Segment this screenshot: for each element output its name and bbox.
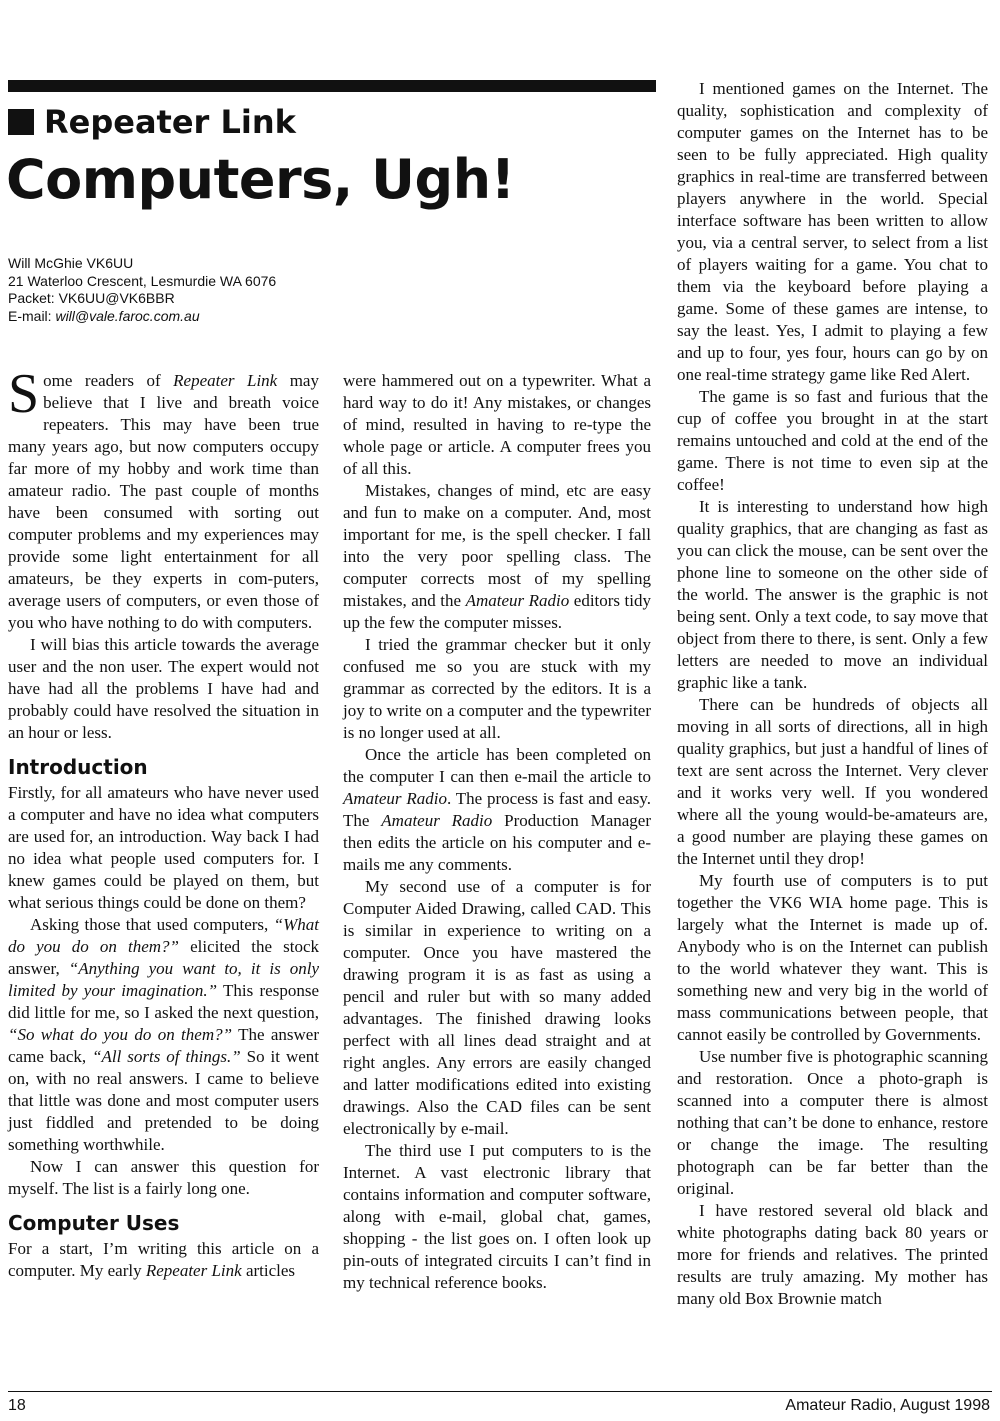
author-address: 21 Waterloo Crescent, Lesmurdie WA 6076 [8,272,277,289]
publication-line: Amateur Radio, August 1998 [785,1397,990,1414]
paragraph: Firstly, for all amateurs who have never used a computer and have no idea what computers are used for, an introduction. Way back I had no idea what people used computers for. I knew games could be played on them, but what serious things could be done on them? [8,783,319,912]
column-3 [677,78,988,1310]
paragraph: The game is so fast and furious that the cup of coffee you brought in at the start remains untouched and cold at the end of the game. There is not time to even sip at the coffee! [677,387,988,494]
paragraph: My second use of a computer is for Computer Aided Drawing, called CAD. This is similar in experience to writing on a computer. Once you have mastered the drawing program it is as fast as using a pencil and ruler but with so many added advantages. The finished drawing looks perfect with all lines dead straight and at right angles. Any errors are easily changed and latter modifications edited into existing drawings. Also the CAD files can be sent electronically by e-mail. [343,877,651,1138]
section-label: Repeater Link [44,103,296,141]
header-rule [8,80,656,92]
paragraph: I have restored several old black and white photographs dating back 80 years or more for friends and relatives. The printed results are truly amazing. My mother has many old Box Brownie match [677,1201,988,1308]
paragraph: My fourth use of computers is to put together the VK6 WIA home page. This is largely what the Internet is made up of. Anybody who is on the Internet can publish to the world whatever they want. This is something new and very big in the world of mass communications between people, that cannot easily be controlled by Governments. [677,871,988,1044]
paragraph: Now I can answer this question for myself. The list is a fairly long one. [8,1157,319,1198]
author-email-line: E-mail: will@vale.faroc.com.au [8,307,200,324]
paragraph: were hammered out on a typewriter. What a hard way to do it! Any mistakes, or changes of mind, resulted in having to re-type the whole page or article. A computer frees you of all this. [343,371,651,478]
paragraph: It is interesting to understand how high quality graphics, that are changing as fast as you can click the mouse, can be sent over the phone line to someone on the other side of the world. The answer is the graphic is not being sent. Only a text code, to say move that object from there to there, is sent. Only a few letters are needed to move an individual graphic like a tank. [677,497,988,692]
square-bullet-icon [8,109,34,135]
drop-cap: S [8,363,40,425]
section-heading [8,102,296,142]
author-name: Will McGhie VK6UU [8,255,134,271]
author-packet: Packet: VK6UU@VK6BBR [8,290,175,306]
paragraph: There can be hundreds of objects all moving in all sorts of directions, all in high quality graphics, but just a handful of lines of text are sent across the Internet. Very clever and it works very well. If you wondered where all the young would-be-amateurs are, a good number are playing these games on the Internet until they drop! [677,695,988,868]
column-1 [8,363,319,1282]
paragraph: Asking those that used computers, “What do you do on them?” elicited the stock answer, “Anything you want to, it is only limited by your imagination.” This response did little for me, so I asked the next question, “So what do you do on them?” The answer came back, “All sorts of things.” So it went on, with no real answers. I came to believe that little was done and most computer users just fiddled and pretended to be doing something worthwhile. [8,915,319,1154]
subheading-introduction: Introduction [8,755,148,779]
paragraph: Use number five is photographic scanning and restoration. Once a photo-graph is scanned into a computer there is almost nothing that can’t be done to enhance, restore or change the image. The resulting photograph can be far better than the original. [677,1047,988,1198]
paragraph: For a start, I’m writing this article on a computer. My early Repeater Link articles [8,1239,319,1280]
author-email: will@vale.faroc.com.au [55,307,200,324]
paragraph: I tried the grammar checker but it only confused me so you are stuck with my grammar as corrected by the editors. It is a joy to write on a computer and the typewriter is no longer used at all. [343,635,651,742]
footer-rule [8,1391,992,1392]
page-number: 18 [8,1397,26,1414]
paragraph: I will bias this article towards the average user and the non user. The expert would not have had all the problems I have had and probably could have resolved the situation in an hour or less. [8,635,319,742]
byline [8,255,276,325]
paragraph: Mistakes, changes of mind, etc are easy and fun to make on a computer. And, most important for me, is the spell checker. I fall into the very poor spelling class. The computer corrects most of my spelling mistakes, and the Amateur Radio editors tidy up the few the computer misses. [343,481,652,632]
subheading-computer-uses: Computer Uses [8,1211,180,1235]
paragraph: The third use I put computers to is the Internet. A vast electronic library that contains information and computer software, along with e-mail, global chat, games, shopping - the list goes on. I often look up pin-outs of integrated circuits I can’t find in my technical reference books. [343,1141,651,1292]
column-2 [343,370,651,1294]
paragraph: Once the article has been completed on the computer I can then e-mail the article to Amateur Radio. The process is fast and easy. The Amateur Radio Production Manager then edits the article on his computer and e-mails me any comments. [343,745,651,874]
paragraph: Some readers of Repeater Link may believe that I live and breath voice repeaters. This may have been true many years ago, but now computers occupy far more of my hobby and work time than amateur radio. The past couple of months have been consumed with sorting out computer problems and my experiences may provide some light entertainment for all amateurs, be they experts in com-puters, average users of computers, or even those of you who have nothing to do with computers. [8,363,319,632]
article-title: Computers, Ugh! [6,148,515,211]
paragraph: I mentioned games on the Internet. The quality, sophistication and complexity of computer games on the Internet has to be seen to be fully appreciated. High quality graphics in real-time are transferred between players anywhere in the world. Special interface software has been written to allow you, via a central server, to select from a list of players waiting for a game. You chat to them via the keyboard before playing a game. Some of these games are intense, to say the least. Yes, I admit to playing a few and up to four, yes four, hours can go by on one real-time strategy game like Red Alert. [677,79,988,384]
